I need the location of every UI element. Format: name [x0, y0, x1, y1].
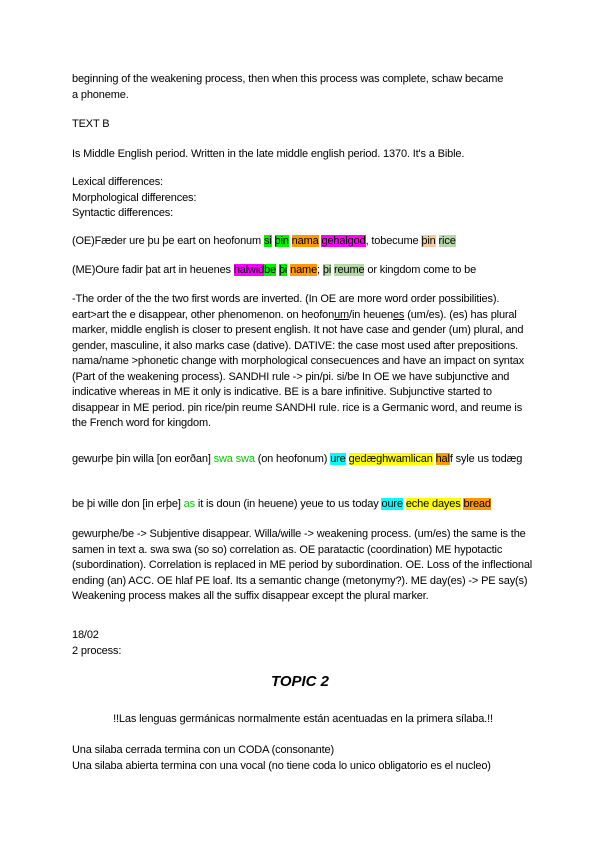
highlight-oure: oure: [381, 498, 403, 510]
date-note: 18/02: [72, 629, 99, 641]
spacer: ;: [317, 264, 323, 276]
notes-block: [72, 628, 534, 659]
oe-line2-prefix: gewurþe þin willa [on eorðan]: [72, 453, 214, 465]
highlight-thi-2: þi: [322, 264, 332, 276]
highlight-rice: rice: [438, 235, 456, 247]
me-lords-prayer-line: [72, 263, 534, 279]
analysis-paragraph-2: gewurphe/be -> Subjentive disappear. Willa/wille -> weakening process. (um/es) the same is the samen in text a. swa swa (so so) correlation as. OE paratactic (coordination) ME hypotactic (subordination). Correlation is replaced in ME period by subordination. OE. Loss of the inflectional ending (an) ACC. OE hlaf PE loaf. Its a semantic change (metonymy?). ME day(es) -> PE say(s) Weakening process makes all the suffix disappear except the plural marker.: [72, 528, 533, 602]
highlight-be: be: [264, 264, 277, 276]
oe-line2-middle: (on heofonum): [254, 453, 331, 465]
differences-list: [72, 175, 534, 222]
green-swa-swa: swa swa: [213, 453, 255, 465]
highlight-ure: ure: [330, 453, 346, 465]
highlight-thin-2: þin: [421, 235, 436, 247]
topic-heading: TOPIC 2: [270, 673, 330, 690]
me-line2-middle: it is doun (in heuene) yeue to us today: [195, 498, 382, 510]
highlight-gehalgod: gehalgod: [321, 235, 366, 247]
text-b-description: Is Middle English period. Written in the late middle english period. 1370. It's a Bible.: [72, 148, 465, 160]
syntactic-differences: Syntactic differences:: [72, 207, 174, 219]
morphological-differences: Morphological differences:: [72, 191, 197, 204]
analysis-text-3: (um/es). (es) has plural marker, middle english is closer to present english. It not have case and gender (um) plural, and gender, masculine, it also marks case (dative). DATIVE: the case most used after prepositions. nama/name >phonetic change with morphological consecuences and have an impact on syntax (Part of the weakening process). SANDHI rule -> pin/pi. si/be In OE we have subjunctive and indicative whereas in ME it only is indicative. BE is a bare infinitive. Subjunctive started to disappear in ME period. pin rice/pin reume SANDHI rule. rice is a Germanic word, and reume is the French word for kingdom.: [72, 308, 524, 429]
highlight-reume: reume: [334, 264, 365, 276]
highlight-si: si: [263, 235, 272, 247]
intro-paragraph: [72, 72, 534, 103]
oe-line-prefix: (OE)Fæder ure þu þe eart on heofonum: [72, 235, 264, 247]
process-note: 2 process:: [72, 644, 122, 657]
lexical-differences: Lexical differences:: [72, 176, 163, 188]
highlight-name: name: [290, 264, 318, 276]
highlight-thin: þin: [274, 235, 289, 247]
green-as: as: [183, 498, 195, 510]
underlined-um: um: [334, 308, 350, 321]
me-line-suffix: or kingdom come to be: [364, 264, 477, 276]
oe-line2-suffix: f syle us todæg: [449, 453, 523, 465]
analysis-text-1: -The order of the the two first words are inverted. (In OE are more word order possibilities). eart>art the e disappear, other phenomenon. on heofon: [72, 293, 500, 321]
highlight-gedaeghwamlican: gedæghwamlican: [348, 453, 433, 465]
intro-line-2: a phoneme.: [72, 88, 129, 101]
me-line-prefix: (ME)Oure fadir þat art in heuenes: [72, 264, 234, 276]
highlight-nama: nama: [291, 235, 319, 247]
highlight-halwid: halwid: [233, 264, 265, 276]
oe-prayer-line-2: [72, 452, 534, 468]
text-b-heading: TEXT B: [72, 118, 110, 130]
open-syllable-note: Una silaba abierta termina con una vocal (no tiene coda lo unico obligatorio es el nucleo): [72, 759, 491, 772]
analysis-text-2: /in heuen: [349, 308, 393, 321]
closed-syllable-note: Una silaba cerrada termina con un CODA (consonante): [72, 744, 334, 756]
me-line2-prefix: be þi wille don [in erþe]: [72, 498, 184, 510]
underlined-es: es: [392, 308, 405, 321]
highlight-thi: þi: [278, 264, 288, 276]
me-prayer-line-2: [72, 497, 534, 513]
oe-lords-prayer-line: [72, 234, 534, 250]
intro-line-1: beginning of the weakening process, then when this process was complete, schaw became: [72, 73, 504, 85]
highlight-bread: bread: [463, 498, 491, 510]
syllable-notes: [72, 743, 534, 774]
spanish-stress-note: !!Las lenguas germánicas normalmente están acentuadas en la primera sílaba.!!: [113, 713, 493, 725]
highlight-hal: hal: [435, 453, 450, 465]
highlight-eche-dayes: eche dayes: [405, 498, 461, 510]
analysis-paragraph: [72, 292, 534, 432]
oe-line-middle: , tobecume: [365, 235, 422, 247]
